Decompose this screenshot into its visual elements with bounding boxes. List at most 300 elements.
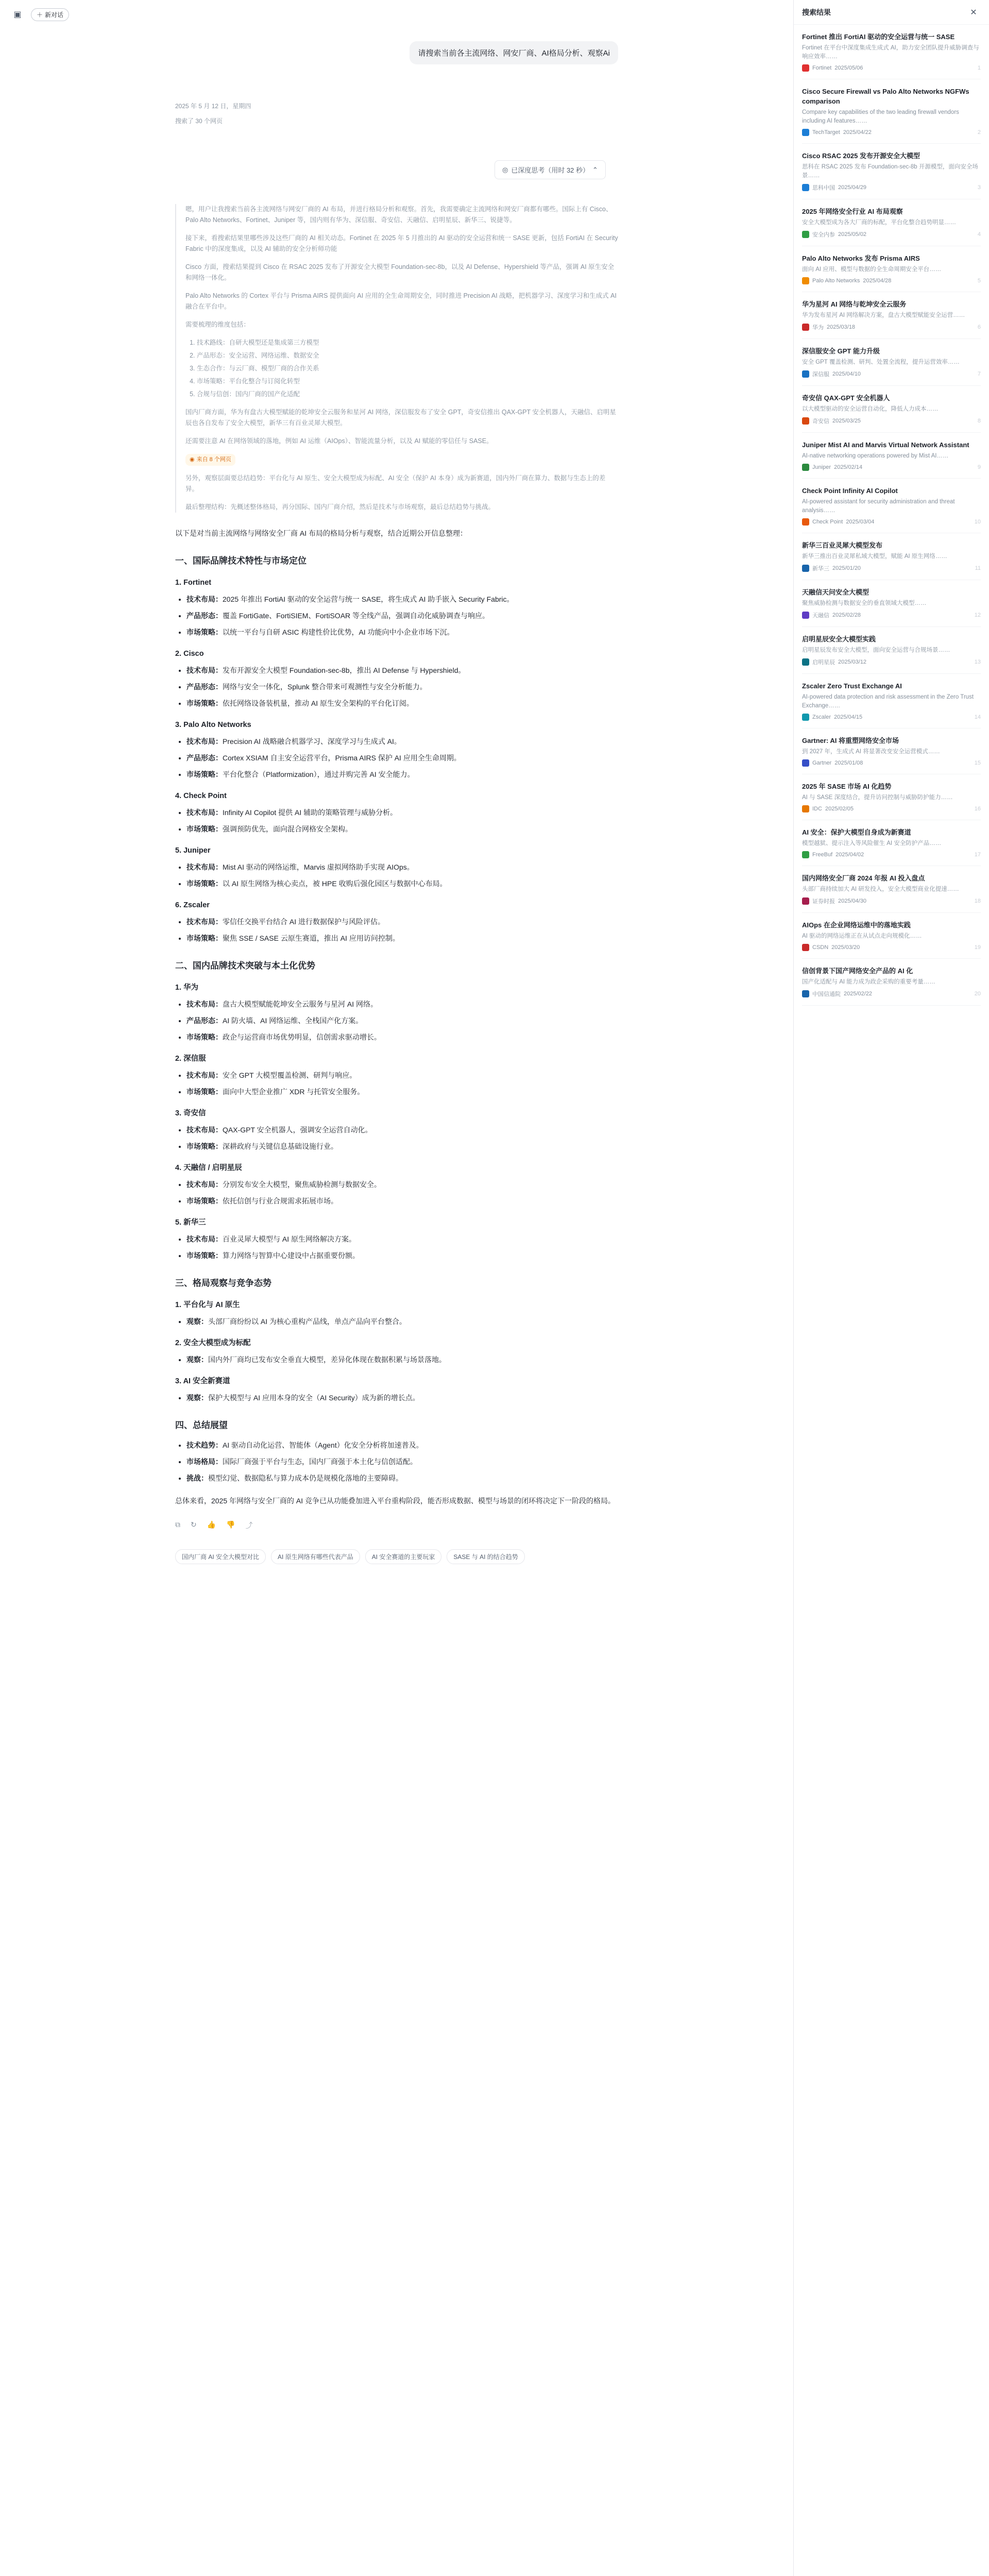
subsection-heading: 1. 平台化与 AI 原生 — [175, 1301, 240, 1309]
list-item — [186, 1069, 618, 1081]
source-item[interactable] — [802, 774, 981, 820]
item-value: 强调预防优先，面向混合网格安全架构。 — [223, 825, 352, 833]
list-item — [186, 626, 618, 638]
item-value: Cortex XSIAM 自主安全运营平台，Prisma AIRS 保护 AI 应用全生命周期。 — [223, 754, 461, 762]
source-meta — [802, 990, 981, 998]
source-snippet: 到 2027 年，生成式 AI 将显著改变安全运营模式…… — [802, 749, 940, 755]
list-item — [186, 593, 618, 605]
source-item[interactable] — [802, 79, 981, 144]
list-item — [186, 1315, 618, 1328]
item-value: 算力网络与智算中心建设中占据重要份额。 — [223, 1251, 360, 1260]
list-item — [186, 1233, 618, 1245]
site-favicon-icon — [802, 64, 809, 72]
source-meta — [802, 277, 981, 284]
source-site: Check Point — [812, 519, 843, 525]
source-site: 新华三 — [812, 566, 829, 572]
item-key: 技术布局： — [186, 1126, 223, 1134]
subsection-list — [186, 1124, 618, 1153]
source-item[interactable] — [802, 627, 981, 674]
source-item[interactable] — [802, 339, 981, 386]
search-count[interactable]: 搜索了 30 个网页 — [175, 117, 223, 125]
subsection-list — [186, 664, 618, 709]
site-favicon-icon — [802, 277, 809, 284]
source-site: 中国信通院 — [812, 991, 841, 997]
source-item[interactable] — [802, 820, 981, 866]
source-index: 6 — [977, 324, 981, 330]
source-item[interactable] — [802, 292, 981, 339]
list-item — [186, 823, 618, 835]
reasoning-paragraph: 另外，观察层面要总结趋势：平台化与 AI 原生、安全大模型成为标配、AI 安全（保护 AI 本身）成为新赛道，国内外厂商在算力、数据与生态上的差异。 — [185, 474, 606, 493]
item-key: 技术布局： — [186, 1180, 223, 1189]
list-item — [186, 806, 618, 819]
source-site: 启明星辰 — [812, 659, 835, 666]
item-value: 安全 GPT 大模型覆盖检测、研判与响应。 — [223, 1071, 357, 1079]
source-meta — [802, 183, 981, 192]
subsection-heading: 5. Juniper — [175, 846, 211, 855]
panel-header — [794, 0, 989, 25]
item-value: 零信任交换平台结合 AI 进行数据保护与风险评估。 — [223, 918, 385, 926]
item-value: 发布开源安全大模型 Foundation-sec-8b，推出 AI Defense 与 Hypershield。 — [223, 666, 466, 674]
source-title: AIOps 在企业网络运维中的落地实践 — [802, 921, 911, 929]
regenerate-icon[interactable]: ↻ — [191, 1520, 197, 1529]
site-favicon-icon — [802, 944, 809, 951]
list-item — [186, 916, 618, 928]
closing-paragraph: 总体来看，2025 年网络与安全厂商的 AI 竞争已从功能叠加进入平台重构阶段，能否形成数据、模型与场景的闭环将决定下一阶段的格局。 — [175, 1497, 616, 1505]
source-index: 7 — [977, 371, 981, 377]
list-item — [186, 609, 618, 622]
source-site: Gartner — [812, 760, 832, 766]
site-favicon-icon — [802, 370, 809, 378]
source-index: 16 — [974, 806, 981, 812]
source-date: 2025/03/25 — [832, 418, 861, 424]
source-site: FreeBuf — [812, 852, 833, 858]
section-heading: 三、格局观察与竞争态势 — [175, 1278, 271, 1288]
thinking-icon: ◎ — [502, 165, 508, 174]
source-item[interactable] — [802, 433, 981, 479]
site-favicon-icon — [802, 129, 809, 136]
subsection-list — [186, 1178, 618, 1207]
reasoning-list — [197, 337, 618, 400]
item-value: Precision AI 战略融合机器学习、深度学习与生成式 AI。 — [223, 737, 401, 745]
item-key: 观察： — [186, 1317, 208, 1326]
source-snippet: 安全 GPT 覆盖检测、研判、处置全流程，提升运营效率…… — [802, 359, 960, 365]
reasoning-paragraph: Palo Alto Networks 的 Cortex 平台与 Prisma AIRS 提供面向 AI 应用的全生命周期安全，同时推进 Precision AI 战略，把机器学习、深度学习和生成式 AI 融合在平台中。 — [185, 292, 617, 310]
copy-icon[interactable]: ⧉ — [175, 1520, 180, 1529]
top-bar — [0, 0, 793, 29]
list-item — [186, 664, 618, 676]
source-date: 2025/03/18 — [827, 324, 856, 330]
source-title: 信创背景下国产网络安全产品的 AI 化 — [802, 967, 913, 975]
source-title: Gartner: AI 将重塑网络安全市场 — [802, 737, 899, 744]
subsection-heading: 2. 安全大模型成为标配 — [175, 1339, 251, 1347]
source-site: IDC — [812, 806, 822, 812]
source-snippet: Compare key capabilities of the two leading firewall vendors including AI features…… — [802, 109, 959, 124]
summary-list — [186, 1439, 618, 1484]
list-item: 5. 合规与信创：国内厂商的国产化适配 — [197, 389, 618, 400]
list-item — [186, 752, 618, 764]
item-key: 产品形态： — [186, 612, 223, 620]
source-site: 奇安信 — [812, 418, 829, 425]
site-favicon-icon — [802, 417, 809, 425]
source-snippet: 启明星辰发布安全大模型，面向安全运营与合规场景…… — [802, 647, 950, 653]
item-key: 产品形态： — [186, 683, 223, 691]
source-meta — [802, 564, 981, 572]
source-site: Juniper — [812, 464, 831, 470]
item-value: 政企与运营商市场优势明显，信创需求驱动增长。 — [223, 1033, 381, 1041]
source-item[interactable] — [802, 866, 981, 913]
section-domestic — [175, 981, 618, 1262]
site-favicon-icon — [802, 990, 809, 997]
source-snippet: 华为发布星河 AI 网络解决方案，盘古大模型赋能安全运营…… — [802, 312, 965, 318]
item-value: 国际厂商强于平台与生态，国内厂商强于本土化与信创适配。 — [223, 1458, 417, 1466]
source-index: 19 — [974, 944, 981, 951]
source-meta — [802, 370, 981, 378]
source-item[interactable] — [802, 199, 981, 246]
subsection-heading: 5. 新华三 — [175, 1218, 206, 1227]
answer-date: 2025 年 5 月 12 日，星期四 — [175, 103, 251, 110]
source-title: 新华三百业灵犀大模型发布 — [802, 541, 883, 549]
source-snippet: 聚焦威胁检测与数据安全的垂直领域大模型…… — [802, 600, 927, 606]
source-snippet: 头部厂商持续加大 AI 研发投入，安全大模型商业化提速…… — [802, 886, 959, 892]
site-favicon-icon — [802, 851, 809, 858]
item-value: 保护大模型与 AI 应用本身的安全（AI Security）成为新的增长点。 — [208, 1394, 420, 1402]
section-heading: 二、国内品牌技术突破与本土化优势 — [175, 961, 315, 971]
item-key: 技术布局： — [186, 737, 223, 745]
item-value: AI 驱动自动化运营、智能体（Agent）化安全分析将加速普及。 — [223, 1441, 423, 1449]
source-date: 2025/02/22 — [844, 991, 873, 997]
source-index: 13 — [974, 659, 981, 665]
source-item[interactable] — [802, 533, 981, 580]
site-favicon-icon — [802, 897, 809, 905]
source-meta — [802, 714, 981, 721]
item-value: Mist AI 驱动的网络运维，Marvis 虚拟网络助手实现 AIOps。 — [223, 863, 414, 871]
site-favicon-icon — [802, 184, 809, 191]
section-international — [175, 577, 618, 944]
citation-chip-label: 来自 8 个网页 — [196, 456, 231, 463]
list-item: 1. 技术路线：自研大模型还是集成第三方模型 — [197, 337, 618, 348]
list-item — [186, 1031, 618, 1043]
site-favicon-icon — [802, 565, 809, 572]
source-date: 2025/02/28 — [832, 612, 861, 618]
source-meta — [802, 944, 981, 951]
reasoning-citation — [185, 454, 618, 466]
source-site: Zscaler — [812, 714, 831, 720]
source-meta — [802, 851, 981, 858]
subsection-list — [186, 861, 618, 890]
source-date: 2025/01/08 — [834, 760, 863, 766]
section-heading: 一、国际品牌技术特性与市场定位 — [175, 556, 306, 566]
subsection-list — [186, 1392, 618, 1404]
plus-icon: ＋ — [37, 11, 43, 19]
source-snippet: 国产化适配与 AI 能力成为政企采购的重要考量…… — [802, 979, 935, 985]
source-item[interactable] — [802, 580, 981, 627]
source-snippet: 以大模型驱动的安全运营自动化，降低人力成本…… — [802, 406, 939, 412]
item-key: 市场策略： — [186, 1088, 223, 1096]
item-key: 市场策略： — [186, 1251, 223, 1260]
list-item — [186, 735, 618, 748]
source-index: 10 — [974, 519, 981, 525]
item-value: AI 防火墙、AI 网络运维、全栈国产化方案。 — [223, 1016, 363, 1025]
item-value: 2025 年推出 FortiAI 驱动的安全运营与统一 SASE，将生成式 AI 助手嵌入 Security Fabric。 — [223, 595, 514, 603]
source-index: 15 — [974, 760, 981, 766]
item-value: 网络与安全一体化，Splunk 整合带来可观测性与安全分析能力。 — [223, 683, 427, 691]
answer-body — [175, 527, 618, 1507]
source-date: 2025/05/02 — [838, 231, 867, 238]
answer-actions — [175, 1520, 618, 1531]
site-favicon-icon — [802, 464, 809, 471]
suggested-questions — [175, 1549, 618, 1564]
item-key: 技术布局： — [186, 595, 223, 603]
citation-chip[interactable] — [185, 454, 235, 466]
site-favicon-icon — [802, 714, 809, 721]
item-key: 技术布局： — [186, 1000, 223, 1008]
list-item — [186, 1195, 618, 1207]
source-date: 2025/01/20 — [832, 565, 861, 571]
reasoning-paragraph: 嗯，用户让我搜索当前各主流网络与网安厂商的 AI 布局，并进行格局分析和观察。首先，我需要确定主流网络和网安厂商都有哪些。国际上有 Cisco、Palo Alto Networks、Fortinet、Juniper 等，国内则有华为、深信服、奇安信、天融信、启明星辰、新华三、锐捷等。 — [185, 206, 612, 224]
site-favicon-icon — [802, 658, 809, 666]
item-value: 覆盖 FortiGate、FortiSIEM、FortiSOAR 等全线产品，强调自动化威胁调查与响应。 — [223, 612, 490, 620]
source-site: 华为 — [812, 325, 824, 331]
list-item — [186, 1353, 618, 1366]
source-item[interactable] — [802, 728, 981, 774]
source-index: 2 — [977, 129, 981, 135]
list-item: 4. 市场策略：平台化整合与订阅化转型 — [197, 376, 618, 387]
source-index: 20 — [974, 991, 981, 997]
source-title: Check Point Infinity AI Copilot — [802, 487, 898, 495]
reasoning-block — [175, 204, 618, 513]
reasoning-paragraph: 还需要注意 AI 在网络领域的落地，例如 AI 运维（AIOps）、智能流量分析，以及 AI 赋能的零信任与 SASE。 — [185, 437, 493, 445]
subsection-list — [186, 1315, 618, 1328]
list-item — [186, 877, 618, 890]
item-key: 市场策略： — [186, 934, 223, 942]
source-snippet: AI 驱动的网络运维正在从试点走向规模化…… — [802, 933, 922, 939]
subsection-heading: 3. 奇安信 — [175, 1109, 206, 1117]
reasoning-paragraph: 国内厂商方面，华为有盘古大模型赋能的乾坤安全云服务和星河 AI 网络，深信服发布了安全 GPT，奇安信推出 QAX-GPT 安全机器人，天融信、启明星辰也各自发布了安全大模型，新华三有百业灵犀大模型。 — [185, 409, 616, 427]
search-results-panel — [793, 0, 989, 2576]
suggestion-chip[interactable]: 国内厂商 AI 安全大模型对比 — [175, 1549, 266, 1564]
source-site: 思科中国 — [812, 185, 835, 191]
list-item: 2. 产品形态：安全运营、网络运维、数据安全 — [197, 350, 618, 361]
item-value: 依托网络设备装机量，推动 AI 原生安全架构的平台化订阅。 — [223, 699, 414, 707]
item-key: 技术布局： — [186, 666, 223, 674]
item-key: 技术布局： — [186, 918, 223, 926]
list-item — [186, 1455, 618, 1468]
source-item[interactable] — [802, 144, 981, 199]
list-item — [186, 1392, 618, 1404]
item-key: 市场策略： — [186, 628, 223, 636]
item-value: 分别发布安全大模型，聚焦威胁检测与数据安全。 — [223, 1180, 381, 1189]
subsection-heading: 1. 华为 — [175, 984, 199, 992]
item-value: 依托信创与行业合规需求拓展市场。 — [223, 1197, 338, 1205]
source-meta — [802, 759, 981, 767]
source-date: 2025/02/05 — [825, 806, 854, 812]
item-value: 面向中大型企业推广 XDR 与托管安全服务。 — [223, 1088, 365, 1096]
source-index: 4 — [977, 231, 981, 238]
list-item — [186, 998, 618, 1010]
suggestion-chip[interactable]: SASE 与 AI 的结合趋势 — [447, 1549, 524, 1564]
source-snippet: 思科在 RSAC 2025 发布 Foundation-sec-8b 开源模型，面向安全场景…… — [802, 164, 978, 179]
source-title: 华为星河 AI 网络与乾坤安全云服务 — [802, 300, 907, 308]
item-key: 市场策略： — [186, 879, 223, 888]
close-icon[interactable]: ✕ — [970, 8, 977, 17]
list-item — [186, 681, 618, 693]
list-item — [186, 932, 618, 944]
answer-lead: 以下是对当前主流网络与网络安全厂商 AI 布局的格局分析与观察，结合近期公开信息整理： — [175, 529, 468, 537]
item-value: 模型幻觉、数据隐私与算力成本仍是规模化落地的主要障碍。 — [208, 1474, 403, 1482]
list-item — [186, 861, 618, 873]
source-site: 安全内参 — [812, 232, 835, 238]
source-index: 5 — [977, 278, 981, 284]
thumbs-down-icon[interactable]: 👎 — [226, 1520, 235, 1529]
source-snippet: AI-native networking operations powered by Mist AI…… — [802, 453, 949, 459]
source-date: 2025/02/14 — [834, 464, 863, 470]
list-item — [186, 1439, 618, 1451]
subsection-heading: 6. Zscaler — [175, 901, 210, 909]
source-meta — [802, 805, 981, 812]
source-date: 2025/04/30 — [838, 898, 867, 904]
item-value: 百业灵犀大模型与 AI 原生网络解决方案。 — [223, 1235, 356, 1243]
subsection-list — [186, 998, 618, 1043]
source-meta — [802, 518, 981, 526]
source-item[interactable] — [802, 25, 981, 79]
source-meta — [802, 611, 981, 619]
thumbs-up-icon[interactable]: 👍 — [207, 1520, 216, 1529]
site-favicon-icon — [802, 324, 809, 331]
reasoning-paragraph: 最后整理结构：先概述整体格局，再分国际、国内厂商介绍，然后是技术与市场观察，最后总结趋势与挑战。 — [185, 503, 495, 511]
source-date: 2025/03/04 — [846, 519, 875, 525]
source-item[interactable] — [802, 913, 981, 959]
source-meta — [802, 464, 981, 471]
item-key: 技术布局： — [186, 863, 223, 871]
item-key: 产品形态： — [186, 754, 223, 762]
item-value: 以 AI 原生网络为核心卖点，被 HPE 收购后强化园区与数据中心布局。 — [223, 879, 447, 888]
subsection-list — [186, 916, 618, 944]
source-date: 2025/04/15 — [834, 714, 863, 720]
source-date: 2025/05/06 — [834, 65, 863, 71]
site-favicon-icon — [802, 805, 809, 812]
list-item — [186, 1140, 618, 1153]
source-title: Cisco RSAC 2025 发布开源安全大模型 — [802, 152, 920, 160]
source-title: 2025 年网络安全行业 AI 布局观察 — [802, 208, 903, 215]
chevron-up-icon: ⌃ — [592, 165, 598, 174]
new-chat-button[interactable] — [31, 8, 69, 21]
source-site: 深信服 — [812, 371, 829, 378]
list-item — [186, 1472, 618, 1484]
item-value: 深耕政府与关键信息基础设施行业。 — [223, 1142, 338, 1150]
source-index: 3 — [977, 184, 981, 191]
source-date: 2025/04/28 — [863, 278, 892, 284]
thinking-label: 已深度思考（用时 32 秒） — [511, 166, 590, 174]
suggestion-chip[interactable]: AI 原生网络有哪些代表产品 — [271, 1549, 360, 1564]
source-snippet: Fortinet 在平台中深度集成生成式 AI，助力安全团队提升威胁调查与响应效率…… — [802, 45, 979, 60]
suggestion-chip[interactable]: AI 安全赛道的主要玩家 — [365, 1549, 442, 1564]
user-message — [175, 41, 618, 64]
deep-thinking-toggle[interactable] — [494, 160, 606, 179]
source-index: 8 — [977, 418, 981, 424]
source-snippet: AI-powered data protection and risk assessment in the Zero Trust Exchange…… — [802, 694, 974, 709]
source-title: 2025 年 SASE 市场 AI 化趋势 — [802, 783, 892, 790]
item-key: 技术布局： — [186, 808, 223, 817]
item-key: 产品形态： — [186, 1016, 223, 1025]
list-item — [186, 1014, 618, 1027]
source-title: 启明星辰安全大模型实践 — [802, 635, 876, 643]
source-meta — [802, 129, 981, 136]
list-item — [186, 768, 618, 781]
source-title: Zscaler Zero Trust Exchange AI — [802, 682, 902, 690]
new-chat-label: 新对话 — [45, 11, 64, 19]
subsection-list — [186, 1233, 618, 1262]
source-site: Fortinet — [812, 65, 832, 71]
item-key: 挑战： — [186, 1474, 208, 1482]
subsection-list — [186, 1069, 618, 1098]
subsection-list — [186, 593, 618, 638]
source-site: CSDN — [812, 944, 829, 951]
item-value: 以统一平台与自研 ASIC 构建性价比优势，AI 功能向中小企业市场下沉。 — [223, 628, 454, 636]
item-key: 技术布局： — [186, 1235, 223, 1243]
list-item — [186, 1086, 618, 1098]
source-item[interactable] — [802, 246, 981, 292]
source-snippet: 模型越狱、提示注入等风险催生 AI 安全防护产品…… — [802, 840, 942, 846]
item-key: 市场策略： — [186, 825, 223, 833]
reasoning-list-intro: 需要梳理的维度包括： — [185, 321, 250, 328]
list-item — [186, 1249, 618, 1262]
item-key: 市场格局： — [186, 1458, 223, 1466]
source-item[interactable] — [802, 959, 981, 1006]
subsection-heading: 3. AI 安全新赛道 — [175, 1377, 230, 1385]
reasoning-paragraph: Cisco 方面，搜索结果提到 Cisco 在 RSAC 2025 发布了开源安全大模型 Foundation-sec-8b，以及 AI Defense、Hypershield 等产品，强调 AI 原生安全和网络一体化。 — [185, 263, 615, 281]
subsection-heading: 4. 天融信 / 启明星辰 — [175, 1164, 242, 1172]
item-key: 观察： — [186, 1394, 208, 1402]
source-meta — [802, 230, 981, 239]
source-snippet: 面向 AI 应用、模型与数据的全生命周期安全平台…… — [802, 266, 942, 273]
sidebar-toggle-icon[interactable]: ▣ — [13, 10, 22, 19]
subsection-heading: 4. Check Point — [175, 792, 227, 800]
list-item — [186, 697, 618, 709]
source-meta — [802, 417, 981, 425]
source-snippet: 安全大模型成为各大厂商的标配，平台化整合趋势明显…… — [802, 219, 956, 226]
source-snippet: AI 与 SASE 深度结合，提升访问控制与威胁防护能力…… — [802, 794, 953, 801]
subsection-list — [186, 1353, 618, 1366]
source-date: 2025/04/10 — [832, 371, 861, 377]
subsection-heading: 2. Cisco — [175, 650, 204, 658]
site-favicon-icon — [802, 518, 809, 526]
source-date: 2025/04/02 — [835, 852, 864, 858]
source-site: Palo Alto Networks — [812, 278, 860, 284]
item-key: 技术布局： — [186, 1071, 223, 1079]
item-value: 聚焦 SSE / SASE 云原生赛道，推出 AI 应用访问控制。 — [223, 934, 400, 942]
list-item — [186, 1124, 618, 1136]
source-site: 天融信 — [812, 613, 829, 619]
source-item[interactable] — [802, 674, 981, 728]
source-item[interactable] — [802, 479, 981, 533]
section-observation — [175, 1299, 618, 1404]
section-heading: 四、总结展望 — [175, 1420, 228, 1430]
item-key: 市场策略： — [186, 770, 223, 778]
source-date: 2025/03/12 — [838, 659, 867, 665]
source-index: 1 — [977, 65, 981, 71]
item-key: 观察： — [186, 1355, 208, 1364]
item-key: 市场策略： — [186, 1197, 223, 1205]
share-icon[interactable]: ⤴ — [245, 1521, 253, 1530]
item-value: QAX-GPT 安全机器人，强调安全运营自动化。 — [223, 1126, 372, 1134]
site-favicon-icon — [802, 612, 809, 619]
source-snippet: 新华三推出百业灵犀私域大模型，赋能 AI 原生网络…… — [802, 553, 947, 560]
source-title: 奇安信 QAX-GPT 安全机器人 — [802, 394, 890, 402]
source-item[interactable] — [802, 386, 981, 433]
panel-title: 搜索结果 — [802, 8, 831, 16]
subsection-heading: 1. Fortinet — [175, 579, 212, 587]
reasoning-paragraph: 接下来，看搜索结果里哪些涉及这些厂商的 AI 相关动态。Fortinet 在 2025 年 5 月推出的 AI 驱动的安全运营和统一 SASE 更新，包括 FortiAI 在 Security Fabric 中的深度集成，以及 AI 辅助的安全分析师功能 — [185, 234, 618, 252]
